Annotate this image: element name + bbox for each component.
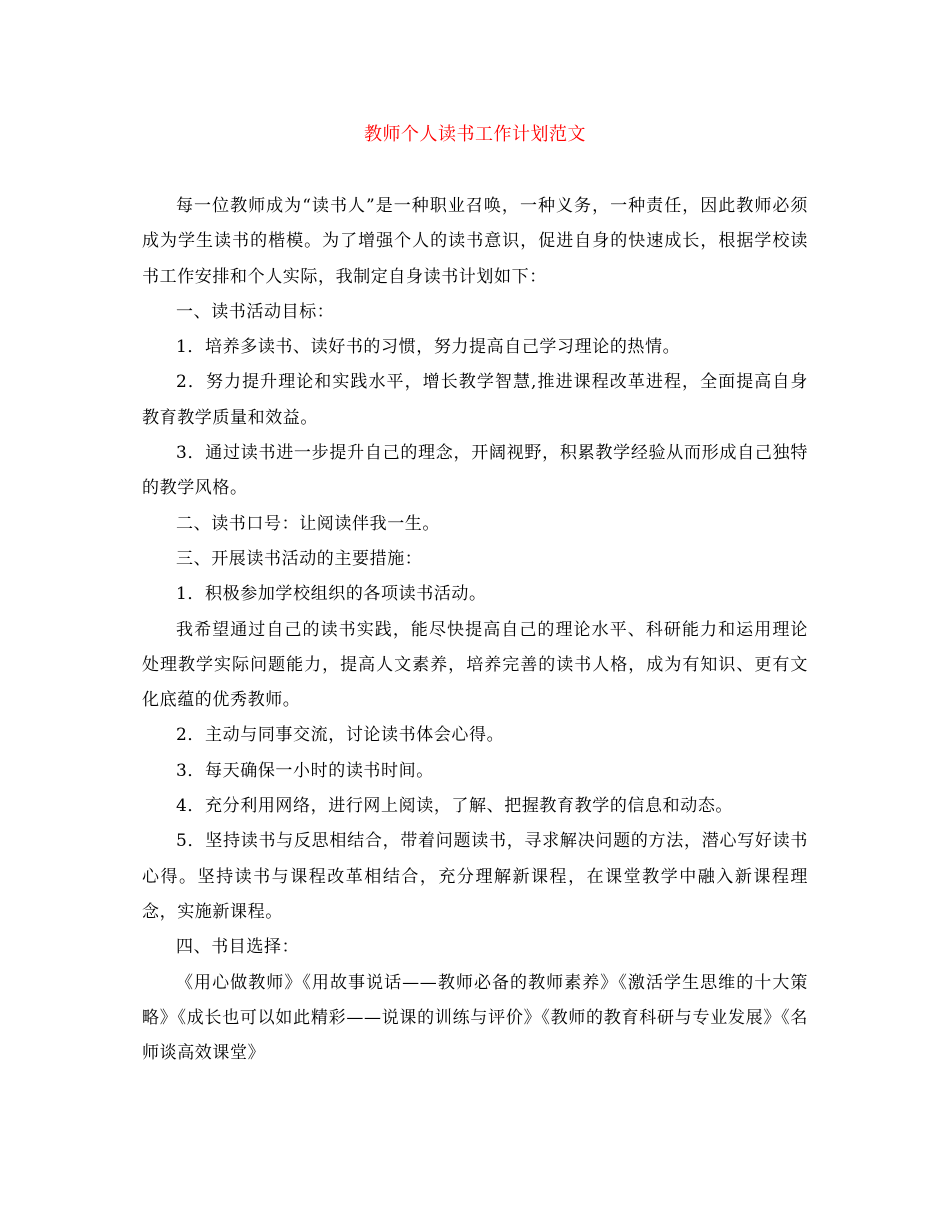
document-body bbox=[142, 189, 808, 1071]
section-heading-goals: 一、读书活动目标： bbox=[176, 301, 335, 322]
goal-item-3: 3．通过读书进一步提升自己的理念，开阔视野，积累教学经验从而形成自己独特的教学风格。 bbox=[142, 443, 808, 499]
goal-item-2: 2．努力提升理论和实践水平，增长教学智慧,推进课程改革进程，全面提高自身教育教学质量和效益。 bbox=[142, 372, 808, 428]
measure-item-1: 1．积极参加学校组织的各项读书活动。 bbox=[176, 584, 487, 605]
measure-item-3: 3．每天确保一小时的读书时间。 bbox=[176, 760, 434, 781]
measure-item-5: 5．坚持读书与反思相结合，带着问题读书，寻求解决问题的方法，潜心写好读书心得。坚持读书与课程改革相结合，充分理解新课程，在课堂教学中融入新课程理念，实施新课程。 bbox=[142, 831, 808, 922]
measure-item-2: 2．主动与同事交流，讨论读书体会心得。 bbox=[176, 725, 505, 746]
section-heading-booklist: 四、书目选择： bbox=[176, 937, 300, 958]
page-title: 教师个人读书工作计划范文 bbox=[364, 124, 586, 145]
measure-item-4: 4．充分利用网络，进行网上阅读，了解、把握教育教学的信息和动态。 bbox=[176, 796, 734, 817]
section-heading-slogan: 二、读书口号：让阅读伴我一生。 bbox=[176, 513, 440, 534]
measure-detail-paragraph: 我希望通过自己的读书实践，能尽快提高自己的理论水平、科研能力和运用理论处理教学实际问题能力，提高人文素养，培养完善的读书人格，成为有知识、更有文化底蕴的优秀教师。 bbox=[142, 619, 808, 711]
goal-item-1: 1．培养多读书、读好书的习惯，努力提高自己学习理论的热情。 bbox=[176, 337, 681, 358]
intro-paragraph: 每一位教师成为“读书人”是一种职业召唤，一种义务，一种责任，因此教师必须成为学生读书的楷模。为了增强个人的读书意识，促进自身的快速成长，根据学校读书工作安排和个人实际，我制定自身读书计划如下： bbox=[142, 196, 808, 287]
booklist-paragraph: 《用心做教师》《用故事说话——教师必备的教师素养》《激活学生思维的十大策略》《成长也可以如此精彩——说课的训练与评价》《教师的教育科研与专业发展》《名师谈高效课堂》 bbox=[142, 972, 808, 1064]
section-heading-measures: 三、开展读书活动的主要措施： bbox=[176, 548, 423, 569]
